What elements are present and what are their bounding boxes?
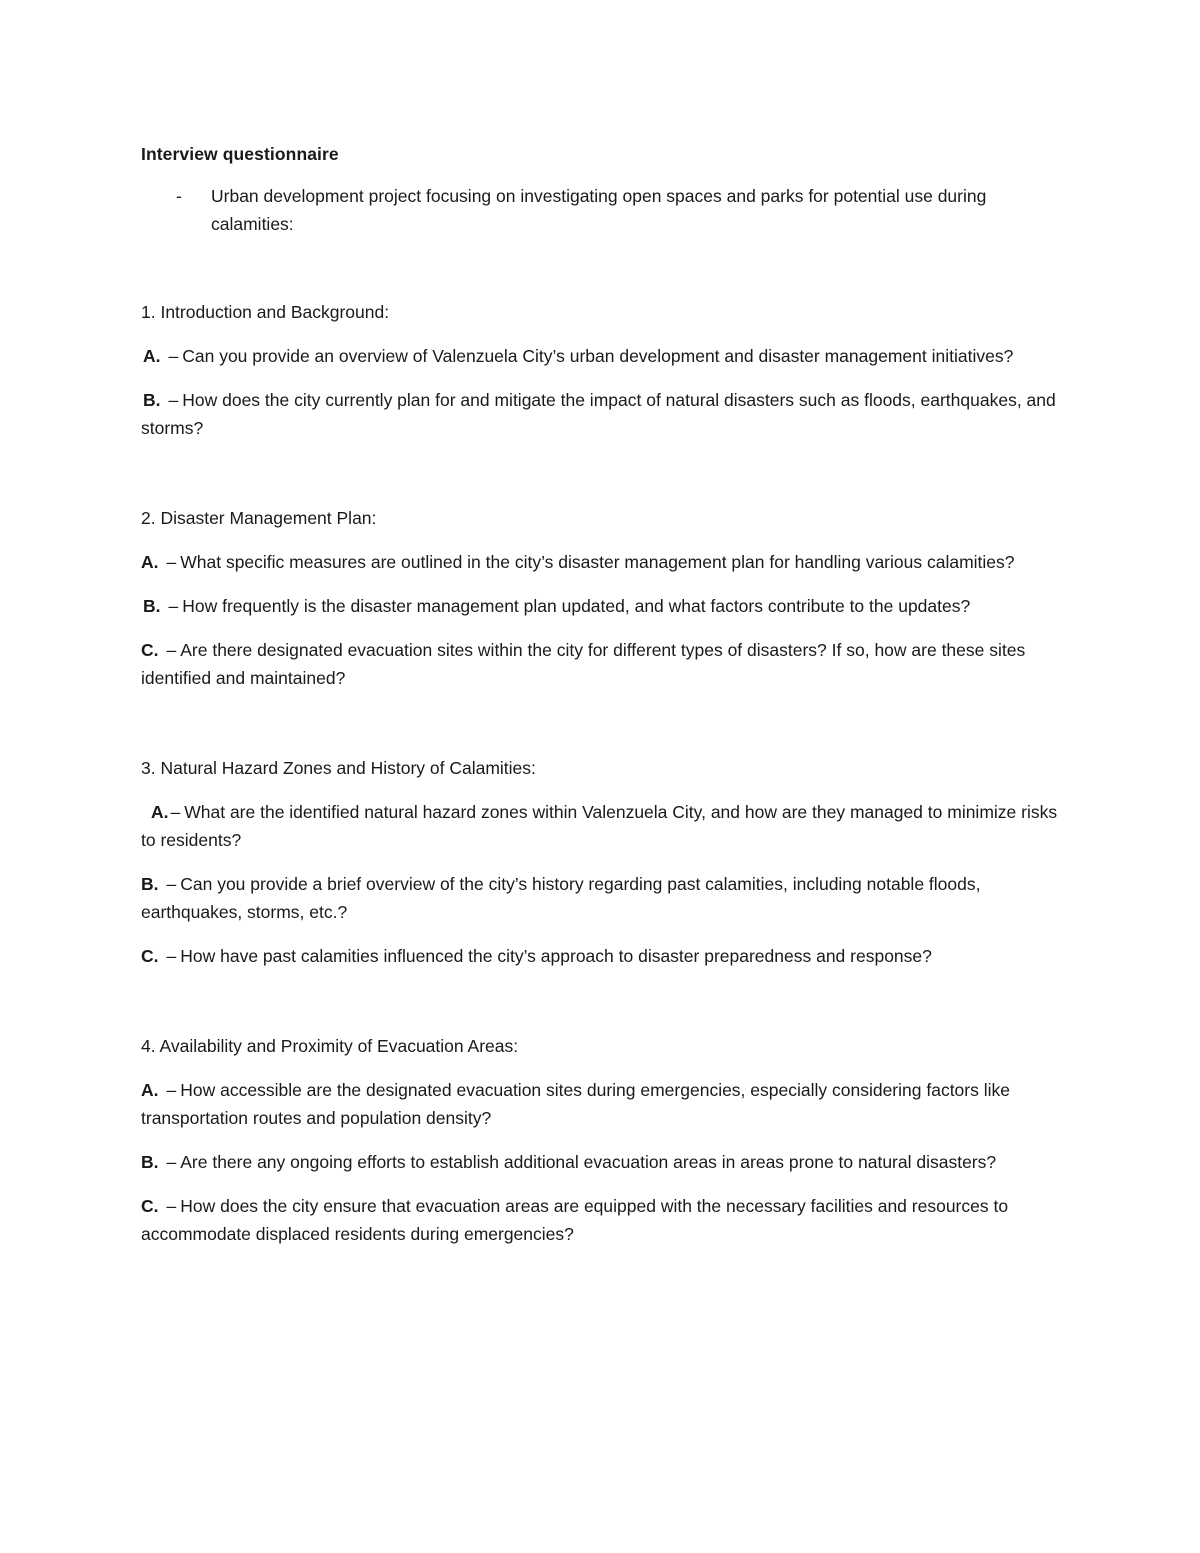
question-letter: B. bbox=[143, 596, 161, 616]
question-text: How does the city ensure that evacuation areas are equipped with the necessary facilities and resources to accommodate displaced residents during emergencies? bbox=[141, 1196, 1009, 1244]
question-item bbox=[141, 1192, 1061, 1248]
question-letter: B. bbox=[141, 874, 159, 894]
section-heading: 1. Introduction and Background: bbox=[141, 302, 390, 322]
question-dash: – bbox=[168, 346, 179, 366]
question-letter: C. bbox=[141, 946, 159, 966]
question-text: Can you provide a brief overview of the city’s history regarding past calamities, including notable floods, earthquakes, storms, etc.? bbox=[141, 874, 981, 922]
question-item bbox=[141, 592, 1061, 620]
question-item bbox=[141, 548, 1061, 576]
section-heading: 3. Natural Hazard Zones and History of Calamities: bbox=[141, 758, 536, 778]
question-letter: A. bbox=[141, 552, 159, 572]
section-natural-hazard-zones bbox=[141, 754, 1061, 970]
question-letter: A. bbox=[141, 1080, 159, 1100]
question-dash: – bbox=[166, 1080, 177, 1100]
question-text: What are the identified natural hazard zones within Valenzuela City, and how are they managed to minimize risks to residents? bbox=[141, 802, 1058, 850]
subtitle-text: Urban development project focusing on investigating open spaces and parks for potential use during calamities: bbox=[211, 186, 987, 234]
question-item bbox=[141, 636, 1061, 692]
question-item bbox=[141, 798, 1061, 854]
question-text: How frequently is the disaster management plan updated, and what factors contribute to the updates? bbox=[182, 596, 971, 616]
section-heading: 2. Disaster Management Plan: bbox=[141, 508, 377, 528]
question-text: How have past calamities influenced the city’s approach to disaster preparedness and response? bbox=[180, 946, 932, 966]
question-letter: C. bbox=[141, 640, 159, 660]
question-text: Are there designated evacuation sites within the city for different types of disasters? If so, how are these sites identified and maintained? bbox=[141, 640, 1026, 688]
question-item bbox=[141, 386, 1061, 442]
question-item bbox=[141, 870, 1061, 926]
question-dash: – bbox=[166, 1152, 177, 1172]
question-dash: – bbox=[166, 1196, 177, 1216]
question-letter: B. bbox=[143, 390, 161, 410]
subtitle-bullet: - bbox=[176, 186, 182, 206]
section-disaster-management-plan bbox=[141, 504, 1061, 692]
question-letter: B. bbox=[141, 1152, 159, 1172]
question-item bbox=[141, 1148, 1061, 1176]
question-item bbox=[141, 942, 1061, 970]
question-dash: – bbox=[166, 640, 177, 660]
question-item bbox=[141, 1076, 1061, 1132]
question-dash: – bbox=[168, 390, 179, 410]
document-title: Interview questionnaire bbox=[141, 144, 339, 164]
question-text: What specific measures are outlined in the city’s disaster management plan for handling various calamities? bbox=[180, 552, 1015, 572]
question-text: How does the city currently plan for and mitigate the impact of natural disasters such as floods, earthquakes, and storms? bbox=[141, 390, 1056, 438]
question-dash: – bbox=[166, 946, 177, 966]
question-dash: – bbox=[168, 596, 179, 616]
section-heading: 4. Availability and Proximity of Evacuation Areas: bbox=[141, 1036, 519, 1056]
question-dash: – bbox=[166, 874, 177, 894]
question-dash: – bbox=[170, 802, 181, 822]
section-introduction bbox=[141, 298, 1061, 442]
question-letter: C. bbox=[141, 1196, 159, 1216]
question-item bbox=[141, 342, 1061, 370]
question-dash: – bbox=[166, 552, 177, 572]
question-text: How accessible are the designated evacuation sites during emergencies, especially considering factors like transportation routes and population density? bbox=[141, 1080, 1010, 1128]
question-text: Are there any ongoing efforts to establish additional evacuation areas in areas prone to natural disasters? bbox=[180, 1152, 997, 1172]
question-letter: A. bbox=[151, 802, 169, 822]
document-body bbox=[141, 140, 1061, 1248]
section-evacuation-areas bbox=[141, 1032, 1061, 1248]
document-subtitle bbox=[141, 182, 1061, 238]
question-letter: A. bbox=[143, 346, 161, 366]
question-text: Can you provide an overview of Valenzuela City’s urban development and disaster management initiatives? bbox=[182, 346, 1014, 366]
